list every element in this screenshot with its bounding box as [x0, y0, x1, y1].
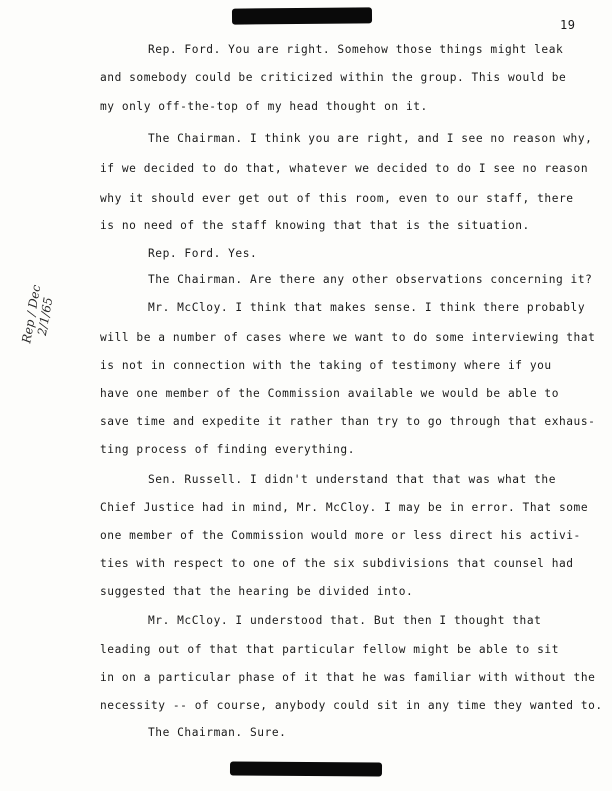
transcript-line: The Chairman. Sure. — [148, 726, 287, 739]
transcript-line: in on a particular phase of it that he was familiar with without the — [100, 671, 596, 684]
transcript-line: The Chairman. Are there any other observations concerning it? — [148, 273, 593, 286]
page-number: 19 — [560, 18, 576, 32]
transcript-line: Chief Justice had in mind, Mr. McCloy. I may be in error. That some — [100, 501, 589, 514]
transcript-line: The Chairman. I think you are right, and I see no reason why, — [148, 132, 593, 145]
transcript-line: leading out of that that particular fellow might be able to sit — [100, 643, 559, 656]
transcript-line: one member of the Commission would more or less direct his activi- — [100, 529, 581, 542]
transcript-line: ting process of finding everything. — [100, 443, 355, 456]
transcript-line: Sen. Russell. I didn't understand that that was what the — [148, 473, 556, 486]
handwritten-margin-note — [19, 283, 89, 353]
transcript-line: is not in connection with the taking of testimony where if you — [100, 359, 552, 372]
redaction-bar-top — [232, 7, 372, 24]
transcript-line: suggested that the hearing be divided into. — [100, 585, 414, 598]
transcript-line: and somebody could be criticized within the group. This would be — [100, 71, 567, 84]
transcript-line: save time and expedite it rather than try to go through that exhaus- — [100, 415, 596, 428]
transcript-line: necessity -- of course, anybody could sit in any time they wanted to. — [100, 699, 603, 712]
transcript-line: Mr. McCloy. I understood that. But then I thought that — [148, 614, 542, 627]
transcript-line: Rep. Ford. Yes. — [148, 247, 258, 260]
transcript-line: if we decided to do that, whatever we decided to do I see no reason — [100, 162, 589, 175]
transcript-line: Mr. McCloy. I think that makes sense. I think there probably — [148, 301, 586, 314]
redaction-bar-bottom — [230, 761, 382, 776]
transcript-line: my only off-the-top of my head thought on it. — [100, 100, 428, 113]
transcript-line: is no need of the staff knowing that that is the situation. — [100, 219, 530, 232]
transcript-line: will be a number of cases where we want to do some interviewing that — [100, 331, 596, 344]
margin-note-text: Rep / Dec 2/1/65 — [19, 283, 56, 345]
transcript-line: ties with respect to one of the six subdivisions that counsel had — [100, 557, 574, 570]
transcript-line: why it should ever get out of this room, even to our staff, there — [100, 192, 574, 205]
transcript-line: Rep. Ford. You are right. Somehow those things might leak — [148, 43, 564, 56]
transcript-line: have one member of the Commission available we would be able to — [100, 387, 559, 400]
